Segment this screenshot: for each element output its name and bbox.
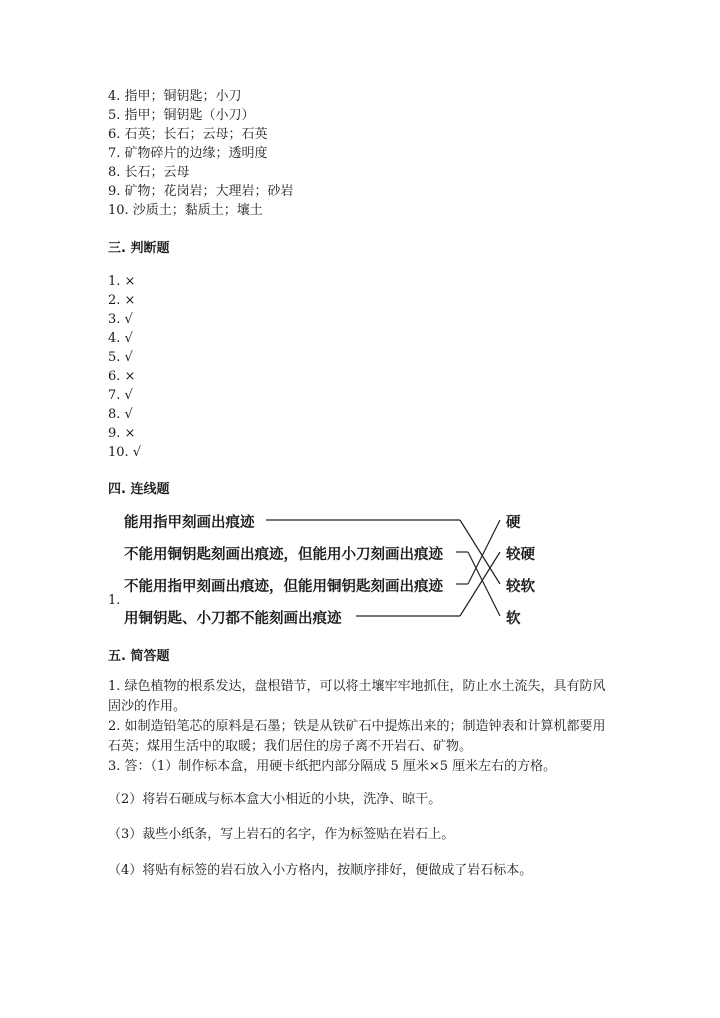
match-left-item: 不能用铜钥匙刻画出痕迹，但能用小刀刻画出痕迹 [124, 547, 443, 563]
match-line-2 [468, 552, 500, 616]
match-right-item: 硬 [506, 515, 521, 531]
judgment-answer: 4. √ [108, 331, 133, 346]
short-answer-2: 2. 如制造铅笔芯的原料是石墨；铁是从铁矿石中提炼出来的；制造钟表和计算机都要用石英；煤用生活中的取暖；我们居住的房子离不开岩石、矿物。 [108, 719, 606, 754]
matching-lines [108, 505, 558, 635]
section-title-matching: 四. 连线题 [108, 482, 170, 497]
match-right-item: 软 [506, 611, 521, 627]
fill-answer-7: 7. 矿物碎片的边缘；透明度 [108, 146, 268, 161]
fill-answer-5: 5. 指甲；铜钥匙（小刀） [108, 108, 255, 123]
section-title-judgment: 三. 判断题 [108, 241, 170, 256]
short-answer-3-step-2: （2）将岩石砸成与标本盒大小相近的小块，洗净、晾干。 [108, 792, 442, 807]
fill-answer-4: 4. 指甲；铜钥匙；小刀 [108, 89, 242, 104]
fill-answer-8: 8. 长石；云母 [108, 165, 190, 180]
short-answer-3-step-4: （4）将贴有标签的岩石放入小方格内，按顺序排好，便做成了岩石标本。 [108, 863, 533, 878]
judgment-answer: 10. √ [108, 445, 142, 460]
fill-answer-6: 6. 石英；长石；云母；石英 [108, 127, 268, 142]
judgment-answer: 6. × [108, 369, 136, 384]
judgment-answer: 8. √ [108, 407, 133, 422]
judgment-answer: 5. √ [108, 350, 133, 365]
judgment-answer: 3. √ [108, 312, 133, 327]
fill-answer-9: 9. 矿物；花岗岩；大理岩；砂岩 [108, 184, 294, 199]
short-answer-3: 3. 答：（1）制作标本盒，用硬卡纸把内部分隔成 5 厘米×5 厘米左右的方格。 [108, 759, 557, 774]
match-left-item: 不能用指甲刻画出痕迹，但能用铜钥匙刻画出痕迹 [124, 579, 443, 595]
match-left-item: 能用指甲刻画出痕迹 [124, 515, 255, 531]
fill-answer-10: 10. 沙质土；黏质土；壤土 [108, 203, 263, 218]
match-right-item: 较软 [506, 579, 535, 595]
matching-number: 1. [108, 593, 121, 608]
match-line-3 [468, 520, 500, 584]
judgment-answer: 9. × [108, 426, 136, 441]
judgment-answer: 7. √ [108, 388, 133, 403]
short-answer-3-step-3: （3）裁些小纸条，写上岩石的名字，作为标签贴在岩石上。 [108, 827, 455, 842]
match-left-item: 用铜钥匙、小刀都不能刻画出痕迹 [124, 611, 342, 627]
matching-diagram [108, 505, 558, 635]
judgment-answer: 1. × [108, 274, 136, 289]
section-title-short-answer: 五. 简答题 [108, 649, 170, 664]
match-right-item: 较硬 [506, 547, 535, 563]
short-answer-1: 1. 绿色植物的根系发达，盘根错节，可以将土壤牢牢地抓住，防止水土流失，具有防风固沙的作用。 [108, 679, 606, 714]
judgment-answer: 2. × [108, 293, 136, 308]
